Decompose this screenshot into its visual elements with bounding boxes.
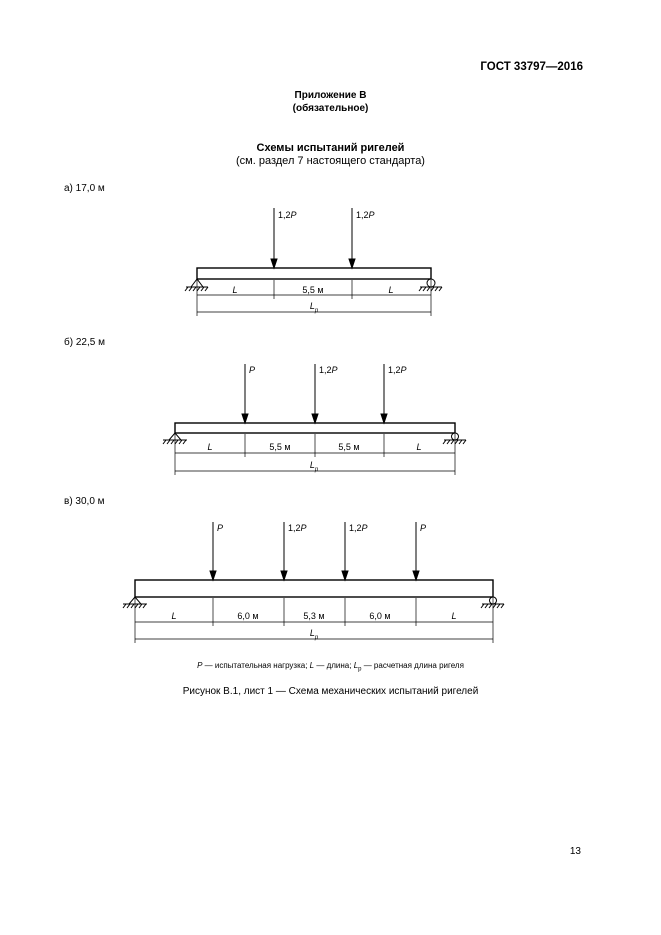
load-label-b-3: 1,2P [388, 365, 407, 375]
arrowhead-c-3 [342, 571, 348, 580]
arrowhead-c-2 [281, 571, 287, 580]
segment-b-3: 5,5 м [338, 442, 360, 452]
segment-b-4: L [416, 442, 422, 452]
scheme-title: Схемы испытаний ригелей [256, 142, 405, 154]
segment-c-2: 6,0 м [237, 611, 259, 621]
appendix-status: (обязательное) [292, 103, 369, 114]
scheme-subtitle: (см. раздел 7 настоящего стандарта) [236, 155, 425, 167]
diagram-c-label: в) 30,0 м [64, 496, 105, 507]
arrowhead-c-1 [210, 571, 216, 580]
load-label-c-2: 1,2P [288, 523, 307, 533]
segment-c-3: 5,3 м [303, 611, 325, 621]
load-label-c-4: P [420, 523, 427, 533]
legend-lp-symbol: L [353, 661, 359, 670]
load-label-c-3: 1,2P [349, 523, 368, 533]
beam-c [135, 580, 493, 597]
segment-a-2: 5,5 м [302, 285, 324, 295]
segment-b-1: L [207, 442, 213, 452]
legend-lp-subscript: р [358, 666, 362, 673]
total-c: $L_p$ [309, 628, 319, 641]
segment-c-5: L [451, 611, 457, 621]
segment-a-3: L [388, 285, 394, 295]
load-label-a-2: 1,2P [356, 210, 375, 220]
ground-hatch-c-right [481, 604, 504, 608]
segment-c-4: 6,0 м [369, 611, 391, 621]
document-code: ГОСТ 33797—2016 [480, 61, 583, 73]
legend-l-symbol: L [309, 661, 315, 670]
segment-a-1: L [232, 285, 238, 295]
figure-legend [0, 661, 661, 673]
load-label-a-1: 1,2P [278, 210, 297, 220]
diagram-b-label: б) 22,5 м [64, 337, 105, 348]
ground-hatch-c-left [123, 604, 146, 608]
segment-b-2: 5,5 м [269, 442, 291, 452]
total-a: $L_p$ [309, 301, 319, 314]
appendix-title: Приложение В [294, 90, 367, 101]
segment-c-1: L [171, 611, 177, 621]
load-label-b-2: 1,2P [319, 365, 338, 375]
load-label-c-1: P [217, 523, 224, 533]
figure-caption: Рисунок В.1, лист 1 — Схема механических испытаний ригелей [182, 686, 479, 697]
diagram-a-label: а) 17,0 м [64, 183, 105, 194]
load-label-b-1: P [249, 365, 256, 375]
legend-lp-text: — расчетная длина ригеля [361, 661, 464, 670]
page-number: 13 [569, 846, 581, 857]
legend-p-text: — испытательная нагрузка; [202, 661, 310, 670]
total-b: $L_p$ [309, 460, 319, 473]
legend-p-symbol: P [197, 661, 203, 670]
legend-l-text: — длина; [314, 661, 354, 670]
arrowhead-c-4 [413, 571, 419, 580]
